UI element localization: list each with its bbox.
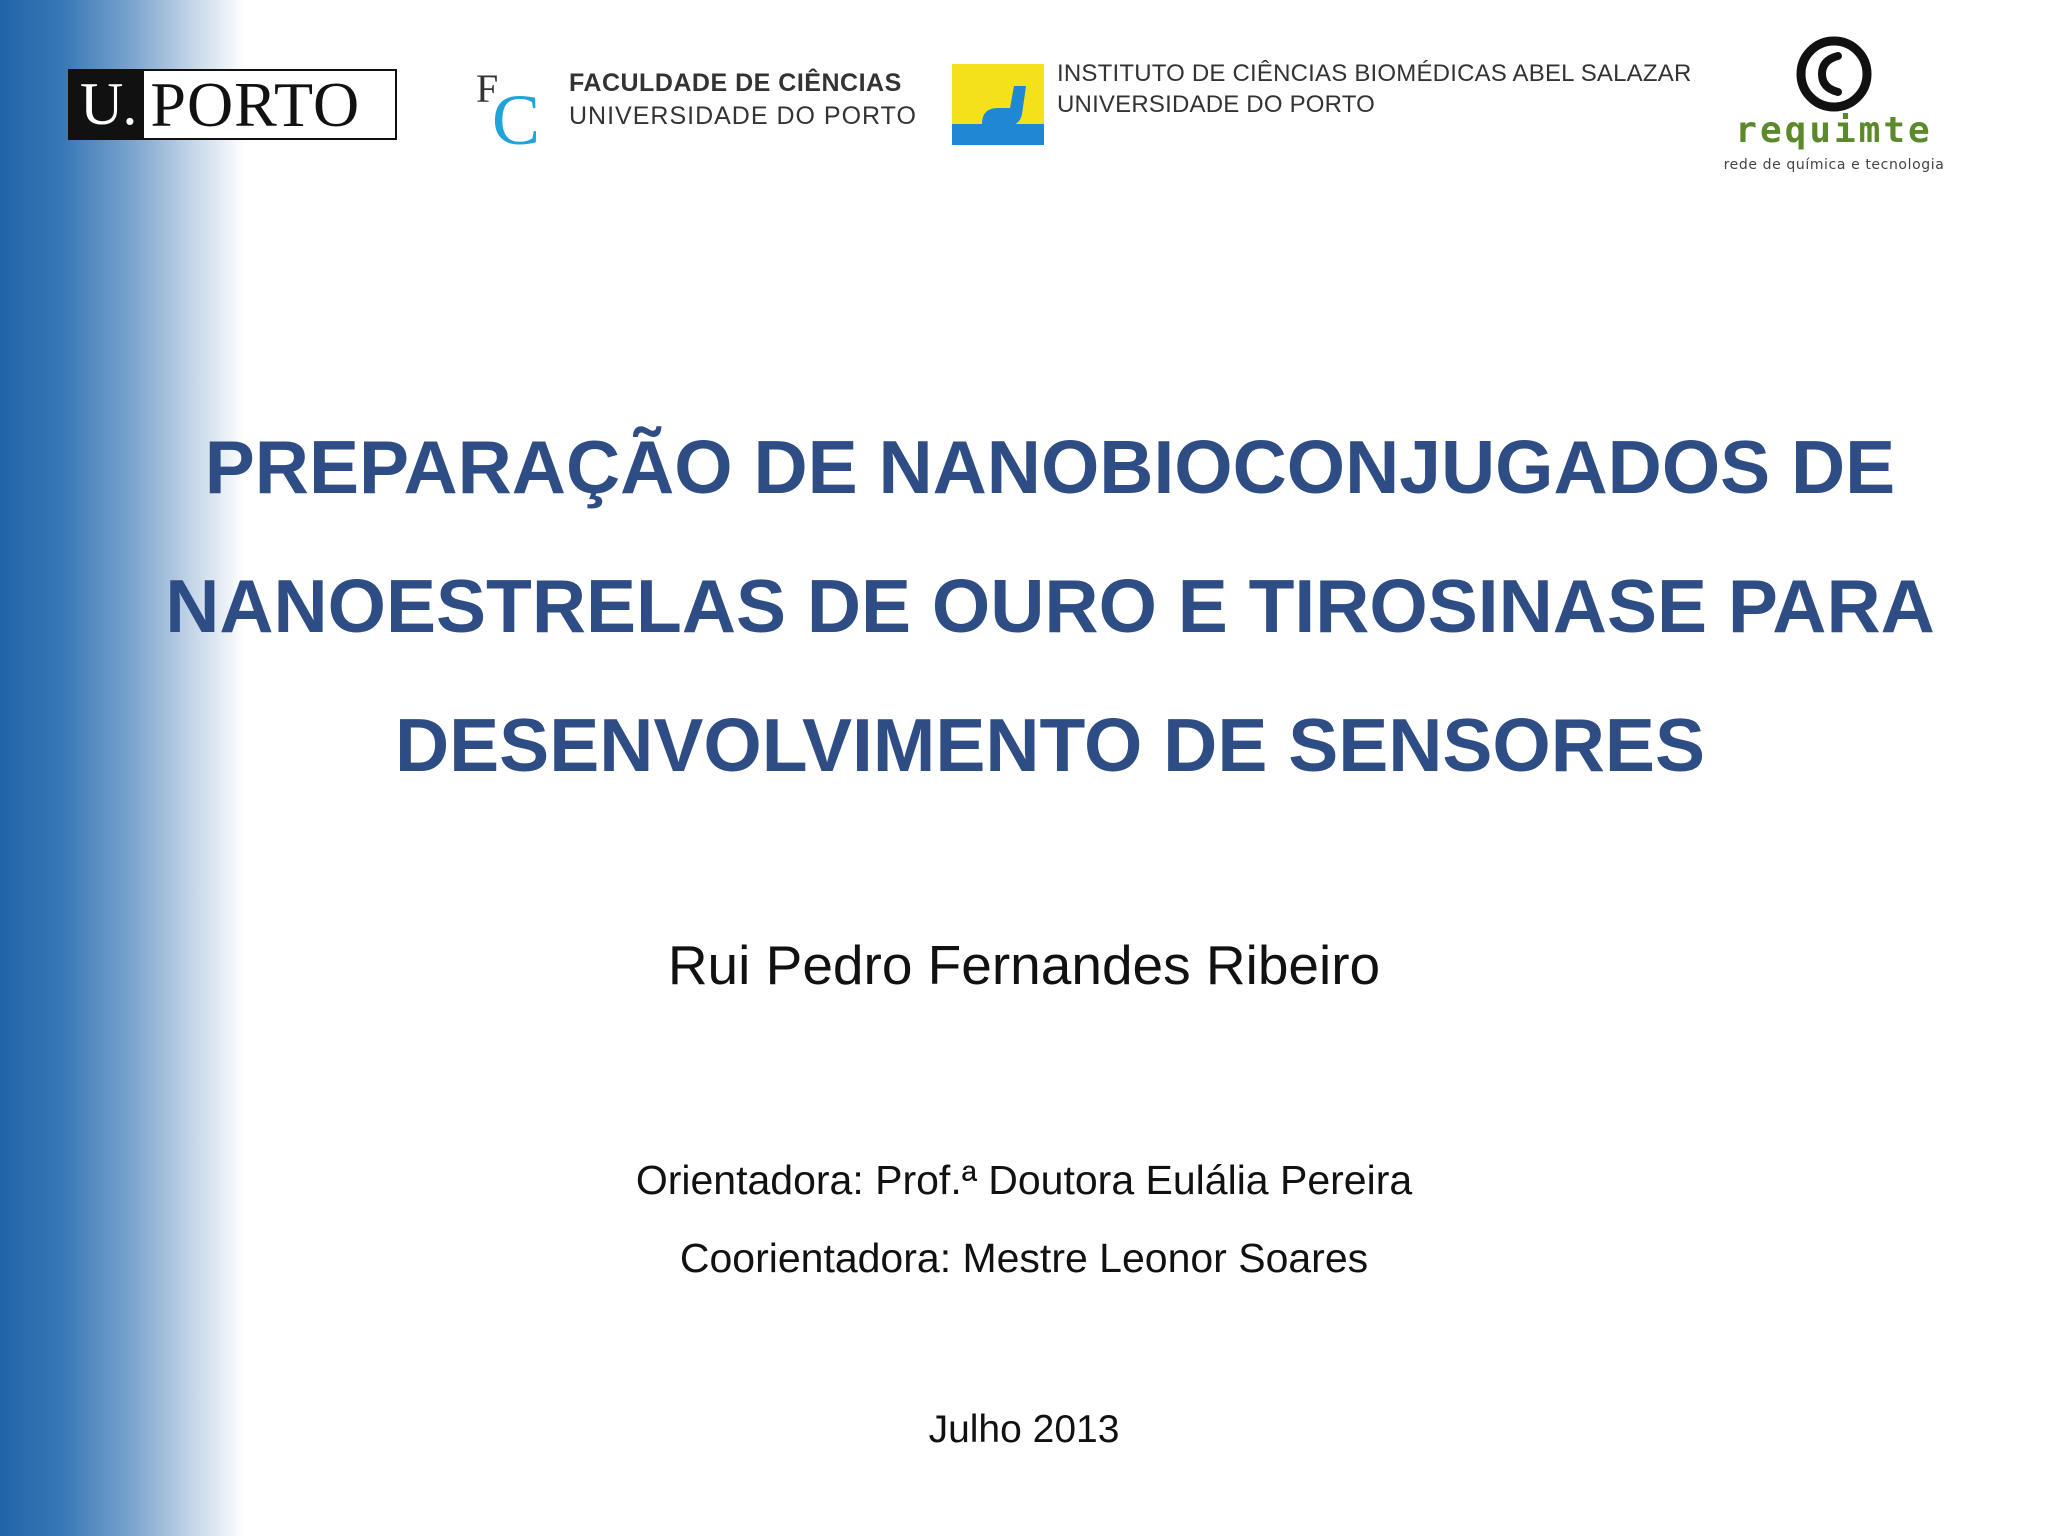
title-line-2: NANOESTRELAS DE OURO E TIROSINASE PARA — [165, 564, 1935, 648]
uporto-logo-porto: PORTO — [150, 69, 361, 140]
advisor-coorientadora: Coorientadora: Mestre Leonor Soares — [679, 1235, 1369, 1281]
uporto-logo — [68, 69, 397, 140]
fc-logo-icon — [474, 68, 554, 148]
fc-logo-c: C — [492, 80, 541, 148]
requimte-logo-tagline: rede de química e tecnologia — [1723, 157, 1945, 173]
fc-logo-text — [569, 66, 917, 132]
fc-logo-line1: FACULDADE DE CIÊNCIAS — [569, 69, 902, 97]
author-name: Rui Pedro Fernandes Ribeiro — [667, 934, 1381, 996]
presentation-date: Julho 2013 — [928, 1408, 1120, 1451]
fc-logo-f: F — [476, 68, 499, 111]
icbas-logo-text — [1057, 58, 1691, 120]
advisor-orientadora: Orientadora: Prof.ª Doutora Eulália Pereira — [635, 1157, 1413, 1203]
uporto-logo-u: U. — [70, 71, 144, 138]
icbas-logo-line2: UNIVERSIDADE DO PORTO — [1057, 91, 1376, 118]
slide-title — [150, 398, 1950, 815]
requimte-logo-icon — [1794, 34, 1874, 114]
title-line-3: DESENVOLVIMENTO DE SENSORES — [395, 703, 1705, 787]
fc-logo-line2: UNIVERSIDADE DO PORTO — [569, 102, 917, 130]
icbas-logo-line1: INSTITUTO DE CIÊNCIAS BIOMÉDICAS ABEL SALAZAR — [1057, 60, 1692, 87]
title-line-1: PREPARAÇÃO DE NANOBIOCONJUGADOS DE — [204, 425, 1896, 509]
requimte-logo-name: requimte — [1735, 110, 1933, 151]
icbas-logo-icon — [952, 64, 1044, 145]
